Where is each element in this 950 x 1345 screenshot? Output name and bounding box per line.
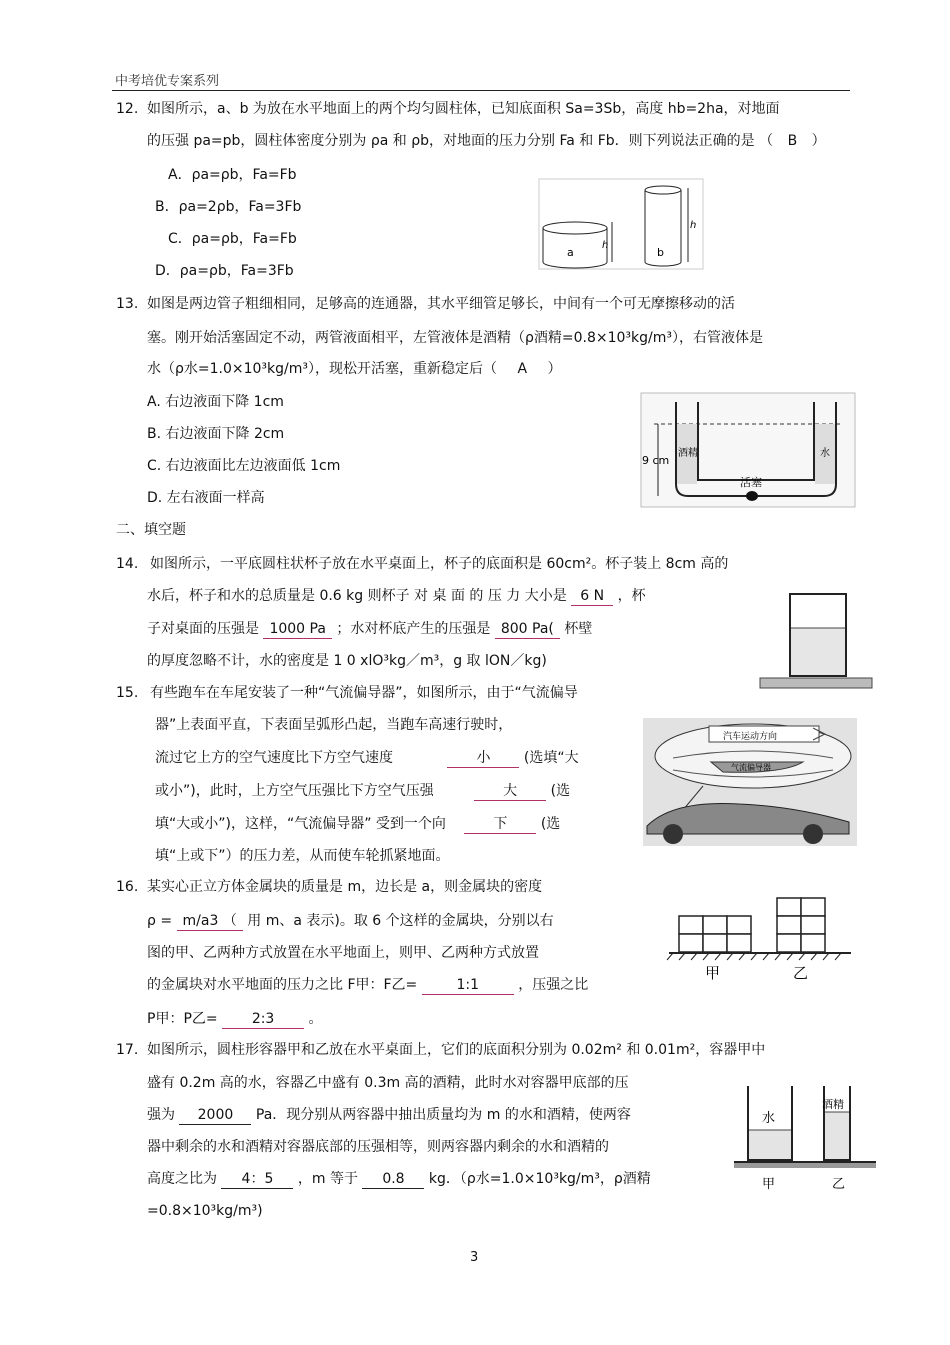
q13-number: 13. [116,296,139,312]
q14-line4: 的厚度忽略不计，水的密度是 1 0 xlO³kg／m³，g 取 lON／kg) [147,653,547,669]
q12-option-b: B．ρa=2ρb，Fa=3Fb [155,199,302,215]
q12-fig-label-b: b [657,246,664,259]
q15-answer-direction: 下 [464,815,536,834]
q13-option-b: B. 右边液面下降 2cm [147,426,285,442]
q17-fig-water: 水 [762,1111,776,1126]
q17-line5b: ，m 等于 [297,1171,358,1187]
q14-answer-force: 6 N [571,587,613,606]
section-title: 二、填空题 [116,522,186,538]
q17-answer-mass: 0.8 [362,1170,424,1189]
q15-line3 [155,749,579,768]
q15-fig-spoiler: 气流偏导器 [731,763,771,772]
q12-line2b: ） [811,133,826,149]
q17-line3a: 强为 [147,1107,175,1123]
q15-answer-speed: 小 [447,749,519,768]
q15-line4 [155,782,570,801]
q16-fig-jia: 甲 [705,964,721,982]
q15-line3b: (选填“大 [523,750,579,766]
q14-line1: 如图所示，一平底圆柱状杯子放在水平桌面上，杯子的底面积是 60cm²。杯子装上 8cm 高的 [150,556,729,572]
q17-line3b: Pa．现分别从两容器中抽出质量均为 m 的水和酒精，使两容 [255,1107,631,1123]
q12-fig-label-a: a [567,246,574,259]
q13-fig-height: 9 cm [642,454,670,467]
q14-line2a: 水后，杯子和水的总质量是 0.6 kg 则杯子 对 桌 面 的 压 力 大小是 [147,588,567,604]
q14-line3c: 杯壁 [564,621,593,637]
q17-line6: =0.8×10³kg/m³) [147,1203,263,1219]
header-series: 中考培优专案系列 [115,74,220,89]
q17-line5 [147,1170,651,1189]
q16-line5b: 。 [308,1011,323,1027]
q16-line5 [147,1010,323,1029]
header-rule [112,90,850,91]
q13-option-d: D. 左右液面一样高 [147,490,265,506]
q14-line2b: ，杯 [617,588,646,604]
q15-line1: 有些跑车在车尾安装了一种“气流偏导器”，如图所示，由于“气流偏导 [150,685,578,701]
q12-option-c: C．ρa=ρb，Fa=Fb [168,231,297,247]
q13-line3 [147,360,561,378]
q17-fig-yi: 乙 [832,1177,846,1192]
q14-answer-pressure-cup: 1000 Pa [263,620,331,639]
q15-line5b: (选 [540,816,561,832]
q13-answer: A [517,361,528,377]
q13-line3b: ） [547,361,562,377]
q16-line2a: ρ = [147,913,173,929]
q15-line6: 填“上或下”）的压力差，从而使车轮抓紧地面。 [155,848,450,864]
q17-answer-height-ratio: 4：5 [221,1170,293,1189]
q12-option-d: D．ρa=ρb，Fa=3Fb [155,263,294,279]
q12-cylinders-figure [538,178,704,270]
q16-line2 [147,912,554,931]
q17-containers-figure [732,1082,878,1194]
q16-blocks-figure [665,892,855,984]
q12-line2a: 的压强 pa=pb，圆柱体密度分别为 ρa 和 ρb，对地面的压力分别 Fa 和 Fb．则下列说法正确的是 （ [147,133,774,149]
q17-fig-alcohol: 酒精 [822,1098,844,1111]
q16-fig-yi: 乙 [793,964,809,982]
q12-number: 12. [116,101,139,117]
q17-answer-pressure: 2000 [179,1106,251,1125]
q13-fig-piston-label: 活塞 [740,476,762,489]
q13-connector-figure [640,392,856,508]
q12-line2 [147,132,826,150]
q15-line5 [155,815,560,834]
q15-line4b: (选 [550,783,571,799]
q14-line3 [147,620,592,639]
q16-line3: 图的甲、乙两种方式放置在水平地面上，则甲、乙两种方式放置 [147,945,539,961]
q16-answer-force-ratio: 1:1 [422,976,514,995]
q12-fig-label-hb: h [690,220,697,231]
q15-line2: 器”上表面平直，下表面呈弧形凸起，当跑车高速行驶时， [155,717,513,733]
q17-line1: 如图所示，圆柱形容器甲和乙放在水平桌面上，它们的底面积分别为 0.02m² 和 0.01m²，容器甲中 [147,1042,766,1058]
q15-line5a: 填“大或小”)，这样，“气流偏导器” 受到一个向 [155,816,446,832]
q13-option-a: A. 右边液面下降 1cm [147,394,284,410]
q13-option-c: C. 右边液面比左边液面低 1cm [147,458,341,474]
page-number: 3 [470,1250,479,1265]
q16-number: 16. [116,879,139,895]
q14-line3b: ；水对杯底产生的压强是 [336,621,491,637]
q12-fig-label-ha: h [602,240,609,251]
q13-line1: 如图是两边管子粗细相同，足够高的连通器，其水平细管足够长，中间有一个可无摩擦移动的活 [147,296,735,312]
q12-answer: B [787,133,798,149]
q13-line2: 塞。刚开始活塞固定不动，两管液面相平，左管液体是酒精（ρ酒精=0.8×10³kg/m³），右管液体是 [147,330,763,346]
q17-line5a: 高度之比为 [147,1171,217,1187]
q16-line4a: 的金属块对水平地面的压力之比 F甲：F乙= [147,977,418,993]
q16-answer-density: m/a3 （ [177,912,243,931]
q16-line1: 某实心正立方体金属块的质量是 m，边长是 a，则金属块的密度 [147,879,543,895]
q17-number: 17. [116,1042,139,1058]
q16-line5a: P甲：P乙= [147,1011,218,1027]
q15-line3a: 流过它上方的空气速度比下方空气速度 [155,750,393,766]
q15-number: 15. [116,685,139,701]
q12-line1: 如图所示，a、b 为放在水平地面上的两个均匀圆柱体，已知底面积 Sa=3Sb，高度 hb=2ha，对地面 [147,101,780,117]
q13-line3a: 水（ρ水=1.0×10³kg/m³），现松开活塞，重新稳定后（ [147,361,497,377]
q14-number: 14. [116,556,139,572]
q14-answer-pressure-water: 800 Pa( [495,620,560,639]
q16-line4b: ，压强之比 [518,977,589,993]
q17-fig-jia: 甲 [762,1177,776,1192]
q15-car-figure [643,718,857,846]
q13-fig-right-liquid: 水 [820,448,830,459]
q13-fig-left-liquid: 酒精 [678,448,698,459]
q12-option-a: A．ρa=ρb，Fa=Fb [168,167,297,183]
q16-line4 [147,976,588,995]
q17-line2: 盛有 0.2m 高的水，容器乙中盛有 0.3m 高的酒精，此时水对容器甲底部的压 [147,1075,629,1091]
q14-line2 [147,587,646,606]
q17-line5c: kg．（ρ水=1.0×10³kg/m³，ρ酒精 [428,1171,651,1187]
q15-line4a: 或小”)，此时，上方空气压强比下方空气压强 [155,783,434,799]
q15-answer-pressure: 大 [474,782,546,801]
q16-answer-pressure-ratio: 2:3 [222,1010,304,1029]
q15-fig-direction: 汽车运动方向 [723,732,778,742]
q17-line3 [147,1106,631,1125]
q14-line3a: 子对桌面的压强是 [147,621,259,637]
q16-line2b: 用 m、a 表示)。取 6 个这样的金属块，分别以右 [247,913,554,929]
q14-cup-figure [758,592,874,692]
q17-line4: 器中剩余的水和酒精对容器底部的压强相等，则两容器内剩余的水和酒精的 [147,1139,609,1155]
